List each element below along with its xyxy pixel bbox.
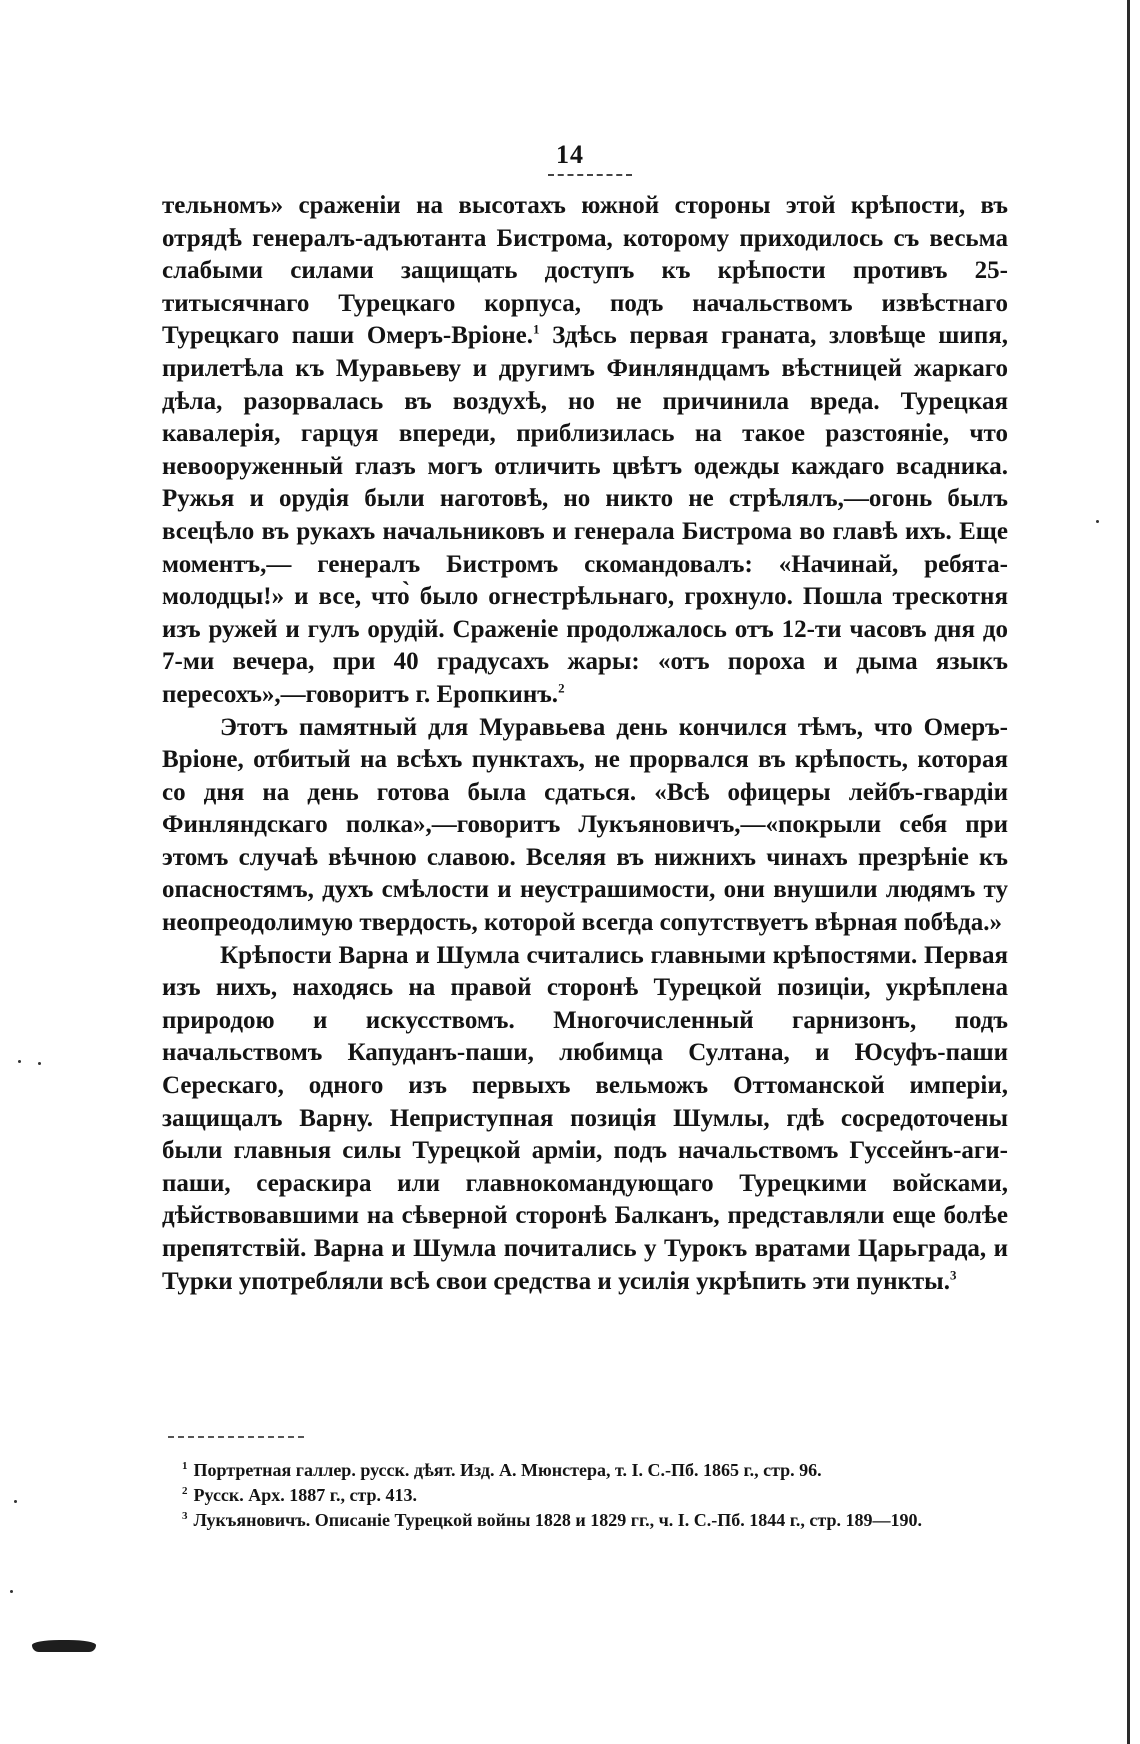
footnote-number: 3 [182,1510,188,1522]
page-number: 14 [556,140,584,169]
paragraph-1 [162,190,1008,712]
footnotes [162,1458,1008,1533]
footnote-1 [162,1458,1008,1483]
body-text [162,190,1008,1298]
footnote-text: Лукъяновичъ. Описаніе Турецкой войны 1828 и 1829 гг., ч. I. С.-Пб. 1844 г., стр. 189—190. [193,1510,922,1530]
scan-speck [14,1500,17,1503]
paragraph-text: Этотъ памятный для Муравьева день кончился тѣмъ, что Омеръ-Вріоне, отбитый на всѣхъ пунктахъ, не прорвался въ крѣпость, которая со дня на день готова была сдаться. «Всѣ офицеры лейбъ-гвардіи Финляндскаго полка»,—говоритъ Лукъяновичъ,—«покрыли себя при этомъ случаѣ вѣчною славою. Вселяя въ нижнихъ чинахъ презрѣніе къ опасностямъ, духъ смѣлости и неустрашимости, они внушили людямъ ту неопреодолимую твердость, которой всегда сопутствуетъ вѣрная побѣда.» [162,713,1008,937]
scan-speck [18,1060,21,1063]
scan-speck [10,1590,13,1593]
scan-speck [38,1062,41,1065]
footnote-reference[interactable]: 1 [533,322,540,338]
footnote-reference[interactable]: 3 [949,1267,957,1283]
paragraph-2 [162,712,1008,940]
footnote-text: Портретная галлер. русск. дѣят. Изд. А. Мюнстера, т. I. С.-Пб. 1865 г., стр. 96. [193,1460,822,1480]
footnote-3 [162,1508,1008,1533]
footnote-2 [162,1483,1008,1508]
paragraph-text: Крѣпости Варна и Шумла считались главными крѣпостями. Первая изъ нихъ, находясь на правой сторонѣ Турецкой позиціи, укрѣплена природою и искусствомъ. Многочисленный гарнизонъ, подъ начальствомъ Капуданъ-паши, любимца Султана, и Юсуфъ-паши Серескаго, одного изъ первыхъ вельможъ Оттоманской имперіи, защищалъ Варну. Неприступная позиція Шумлы, гдѣ сосредоточены были главныя силы Турецкой арміи, подъ начальствомъ Гуссейнъ-аги-паши, сераскира или главнокомандующаго Турецкими войсками, дѣйствовавшими на сѣверной сторонѣ Балканъ, представляли еще болѣе препятствій. Варна и Шумла почитались у Турокъ вратами Царьграда, и Турки употребляли всѣ свои средства и усилія укрѣпить эти пункты. [162,941,1008,1295]
footnote-text: Русск. Арх. 1887 г., стр. 413. [193,1485,418,1505]
scan-edge-line [1127,0,1130,1744]
footnote-number: 2 [182,1485,188,1497]
footnote-separator [168,1436,304,1438]
footnote-number: 1 [182,1460,188,1472]
paragraph-text: тельномъ» сраженіи на высотахъ южной стороны этой крѣпости, въ отрядѣ генералъ-адъютанта Бистрома, которому приходилось съ весьма слабыми силами защищать доступъ къ крѣпости противъ 25-титысячнаго Турецкаго корпуса, подъ начальствомъ извѣстнаго Турецкаго паши Омеръ-Вріоне. [162,192,1008,350]
scan-artifact-mark [32,1640,96,1652]
paragraph-3 [162,940,1008,1299]
page-number-rule [548,174,632,176]
scan-speck [1096,520,1099,523]
footnote-reference[interactable]: 2 [558,680,565,696]
paragraph-text-continued: Здѣсь первая граната, зловѣще шипя, прилетѣла къ Муравьеву и другимъ Финляндцамъ вѣстницей жаркаго дѣла, разорвалась въ воздухѣ, но не причинила вреда. Турецкая кавалерія, гарцуя впереди, приблизилась на такое разстояніе, что невооруженный глазъ могъ отличить цвѣтъ одежды каждаго всадника. Ружья и орудія были наготовѣ, но никто не стрѣлялъ,—огонь былъ всецѣло въ рукахъ начальниковъ и генерала Бистрома во главѣ ихъ. Еще моментъ,— генералъ Бистромъ скомандовалъ: «Начинай, ребята-молодцы!» и все, что̀ было огнестрѣльнаго, грохнуло. Пошла трескотня изъ ружей и гулъ орудій. Сраженіе продолжалось отъ 12-ти часовъ дня до 7-ми вечера, при 40 градусахъ жары: «отъ пороха и дыма языкъ пересохъ»,—говоритъ г. Еропкинъ. [162,322,1009,708]
